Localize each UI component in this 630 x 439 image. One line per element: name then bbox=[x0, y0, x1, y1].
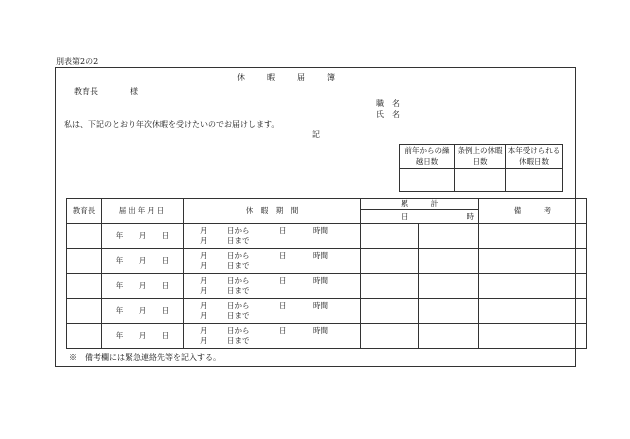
total-hours-cell[interactable] bbox=[419, 224, 479, 249]
year-label: 年 bbox=[115, 281, 124, 291]
available-days-cell[interactable] bbox=[506, 169, 563, 192]
kyoikucho-seal-cell[interactable] bbox=[67, 324, 102, 349]
month-label: 月 bbox=[138, 281, 147, 291]
to-month-label: 月 bbox=[200, 336, 208, 345]
kyoikucho-seal-cell[interactable] bbox=[67, 299, 102, 324]
days-label: 日 bbox=[279, 326, 287, 336]
ordinance-days-header: 条例上の休暇日数 bbox=[455, 145, 506, 169]
period-cell[interactable] bbox=[184, 274, 361, 299]
from-day-label: 日から bbox=[227, 301, 250, 311]
month-label: 月 bbox=[138, 331, 147, 341]
from-day-label: 日から bbox=[227, 226, 250, 236]
from-day-label: 日から bbox=[227, 276, 250, 286]
submission-date-cell[interactable] bbox=[102, 274, 184, 299]
ordinance-days-cell[interactable] bbox=[455, 169, 506, 192]
year-label: 年 bbox=[115, 331, 124, 341]
remarks-cell[interactable] bbox=[479, 324, 587, 349]
hours-label: 時間 bbox=[313, 226, 328, 236]
available-days-header: 本年受けられる休暇日数 bbox=[506, 145, 563, 169]
carryover-days-cell[interactable] bbox=[400, 169, 455, 192]
kyoikucho-header: 教育長 bbox=[67, 199, 102, 224]
day-label: 日 bbox=[161, 256, 170, 266]
month-label: 月 bbox=[138, 231, 147, 241]
to-month-label: 月 bbox=[200, 286, 208, 295]
total-day-header: 日 bbox=[401, 211, 409, 221]
to-day-label: 日まで bbox=[227, 236, 250, 245]
form-title: 休 暇 届 簿 bbox=[237, 73, 337, 82]
day-label: 日 bbox=[161, 331, 170, 341]
days-label: 日 bbox=[279, 301, 287, 311]
total-days-cell[interactable] bbox=[361, 324, 419, 349]
remarks-cell[interactable] bbox=[479, 249, 587, 274]
leave-record-table bbox=[66, 198, 587, 349]
kyoikucho-seal-cell[interactable] bbox=[67, 224, 102, 249]
day-label: 日 bbox=[161, 306, 170, 316]
to-month-label: 月 bbox=[200, 311, 208, 320]
total-subheader bbox=[361, 210, 479, 224]
from-day-label: 日から bbox=[227, 251, 250, 261]
days-label: 日 bbox=[279, 276, 287, 286]
month-label: 月 bbox=[138, 256, 147, 266]
carryover-days-header: 前年からの繰越日数 bbox=[400, 145, 455, 169]
hours-label: 時間 bbox=[313, 301, 328, 311]
period-cell[interactable] bbox=[184, 324, 361, 349]
ki-mark: 記 bbox=[312, 130, 320, 139]
addressee: 教育長 様 bbox=[74, 87, 138, 96]
to-month-label: 月 bbox=[200, 261, 208, 270]
total-hours-cell[interactable] bbox=[419, 299, 479, 324]
to-day-label: 日まで bbox=[227, 336, 250, 345]
name-label: 氏 名 bbox=[376, 110, 400, 119]
days-label: 日 bbox=[279, 226, 287, 236]
table-row bbox=[67, 224, 587, 249]
carry-over-table bbox=[399, 144, 563, 192]
total-days-cell[interactable] bbox=[361, 299, 419, 324]
year-label: 年 bbox=[115, 306, 124, 316]
kyoikucho-seal-cell[interactable] bbox=[67, 249, 102, 274]
total-hours-cell[interactable] bbox=[419, 324, 479, 349]
total-days-cell[interactable] bbox=[361, 274, 419, 299]
from-month-label: 月 bbox=[200, 276, 208, 286]
from-month-label: 月 bbox=[200, 251, 208, 261]
hours-label: 時間 bbox=[313, 251, 328, 261]
year-label: 年 bbox=[115, 231, 124, 241]
period-cell[interactable] bbox=[184, 224, 361, 249]
period-header: 休 暇 期 間 bbox=[184, 199, 361, 224]
job-title-label: 職 名 bbox=[376, 99, 400, 108]
to-month-label: 月 bbox=[200, 236, 208, 245]
hours-label: 時間 bbox=[313, 326, 328, 336]
day-label: 日 bbox=[161, 281, 170, 291]
total-days-cell[interactable] bbox=[361, 249, 419, 274]
table-row bbox=[67, 249, 587, 274]
submission-date-cell[interactable] bbox=[102, 249, 184, 274]
remarks-cell[interactable] bbox=[479, 224, 587, 249]
days-label: 日 bbox=[279, 251, 287, 261]
period-cell[interactable] bbox=[184, 249, 361, 274]
table-row bbox=[67, 274, 587, 299]
year-label: 年 bbox=[115, 256, 124, 266]
submission-date-cell[interactable] bbox=[102, 299, 184, 324]
hours-label: 時間 bbox=[313, 276, 328, 286]
footnote: ※ 備考欄には緊急連絡先等を記入する。 bbox=[69, 353, 221, 362]
day-label: 日 bbox=[161, 231, 170, 241]
table-row bbox=[67, 299, 587, 324]
form-number: 別表第2の2 bbox=[56, 57, 99, 66]
total-hours-cell[interactable] bbox=[419, 274, 479, 299]
total-hour-header: 時 bbox=[466, 211, 474, 221]
to-day-label: 日まで bbox=[227, 286, 250, 295]
remarks-header: 備 考 bbox=[479, 199, 587, 224]
date-header: 届出年月日 bbox=[102, 199, 184, 224]
from-month-label: 月 bbox=[200, 326, 208, 336]
month-label: 月 bbox=[138, 306, 147, 316]
remarks-cell[interactable] bbox=[479, 274, 587, 299]
remarks-cell[interactable] bbox=[479, 299, 587, 324]
kyoikucho-seal-cell[interactable] bbox=[67, 274, 102, 299]
total-days-cell[interactable] bbox=[361, 224, 419, 249]
from-day-label: 日から bbox=[227, 326, 250, 336]
submission-date-cell[interactable] bbox=[102, 324, 184, 349]
to-day-label: 日まで bbox=[227, 261, 250, 270]
total-header: 累 計 bbox=[361, 199, 479, 210]
from-month-label: 月 bbox=[200, 226, 208, 236]
table-row bbox=[67, 324, 587, 349]
from-month-label: 月 bbox=[200, 301, 208, 311]
statement: 私は、下記のとおり年次休暇を受けたいのでお届けします。 bbox=[64, 120, 280, 129]
submission-date-cell[interactable] bbox=[102, 224, 184, 249]
total-hours-cell[interactable] bbox=[419, 249, 479, 274]
to-day-label: 日まで bbox=[227, 311, 250, 320]
period-cell[interactable] bbox=[184, 299, 361, 324]
